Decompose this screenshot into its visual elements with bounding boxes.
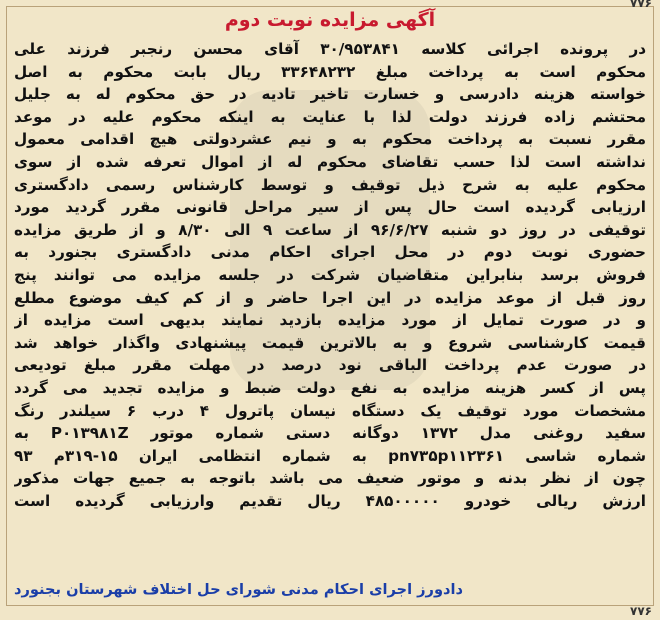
body-line: ارزیابی گردیده است حال پس از سیر مراحل قانونی مقرر گردید مورد [14,198,646,217]
body-line: فروش برسد بنابراین متقاضیان شرکت در جلسه مزایده می توانند پنج [14,265,646,284]
body-line: محکوم است به پرداخت مبلغ ۳۳۶۴۸۲۳۲ ریال بابت محکوم به اصل [14,62,646,81]
body-line: خواسته هزینه دادرسی و خسارت تاخیر تادیه در حق محکوم له به جلیل [14,85,646,104]
body-line: و در صورت تمایل از مورد مزایده بازدید نمایند بدیهی است مزایده از [14,311,646,330]
body-line: حضوری نوبت دوم در محل اجرای احکام مدنی دادگستری بجنورد به [14,243,646,262]
body-line: محکوم علیه به شرح ذیل توقیف و توسط کارشناس رسمی دادگستری [14,175,646,194]
body-line: روز قبل از موعد مزایده در این اجرا حاضر و از کم کیف موضوع مطلع [14,288,646,307]
body-line: شماره شاسی pn۷۳۵p۱۱۲۳۶۱ به شماره انتظامی ایران ۱۵-۳۱۹م ۹۳ [14,446,646,465]
page-title: آگهی مزایده نوبت دوم [224,9,436,31]
body-line: قیمت کارشناسی شروع و به بالاترین قیمت پیشنهادی واگذار خواهد شد [14,333,646,352]
body-line: چون از نظر بدنه و موتور ضعیف می باشد باتوجه به جمیع جهات مذکور [14,469,646,488]
body-line: توقیفی در روز دو شنبه ۹۶/۶/۲۷ از ساعت ۹ الی ۸/۳۰ و از طریق مزایده [14,220,646,239]
body-line: در صورت عدم پرداخت الباقی نود درصد در مهلت مقرر مبلغ تودیعی [14,356,646,375]
body-line: محتشم زاده فرزند دولت لذا با عنایت به اینکه محکوم علیه در موعد [14,107,646,126]
top-corner-number: ۷۷۶ [630,0,652,10]
body-line: نداشته است لذا حسب تقاضای محکوم له از اموال تعرفه شده از سوی [14,152,646,171]
auction-notice-body [14,38,646,512]
bottom-corner-number: ۷۷۶ [630,604,652,618]
body-line: مشخصات مورد توقیف یک دستگاه نیسان پاترول ۴ درب ۶ سیلندر رنگ [14,401,646,420]
body-line: ارزش ریالی خودرو ۴۸۵۰۰۰۰۰ ریال تقدیم وارزیابی گردیده است [14,491,646,510]
signature-line: دادورز اجرای احکام مدنی شورای حل اختلاف شهرستان بجنورد [14,581,464,598]
body-line: مقرر نسبت به پرداخت محکوم به و نیم عشردولتی هیچ اقدامی معمول [14,130,646,149]
body-line: پس از کسر هزینه مزایده به نفع دولت ضبط و مزایده تجدید می گردد [14,378,646,397]
body-line: در پرونده اجرائی کلاسه ۳۰/۹۵۳۸۴۱ آقای محسن رنجبر فرزند علی [14,40,646,58]
body-line: سفید روغنی مدل ۱۳۷۲ دوگانه دستی شماره موتور P۰۱۳۹۸۱Z به [14,424,646,443]
